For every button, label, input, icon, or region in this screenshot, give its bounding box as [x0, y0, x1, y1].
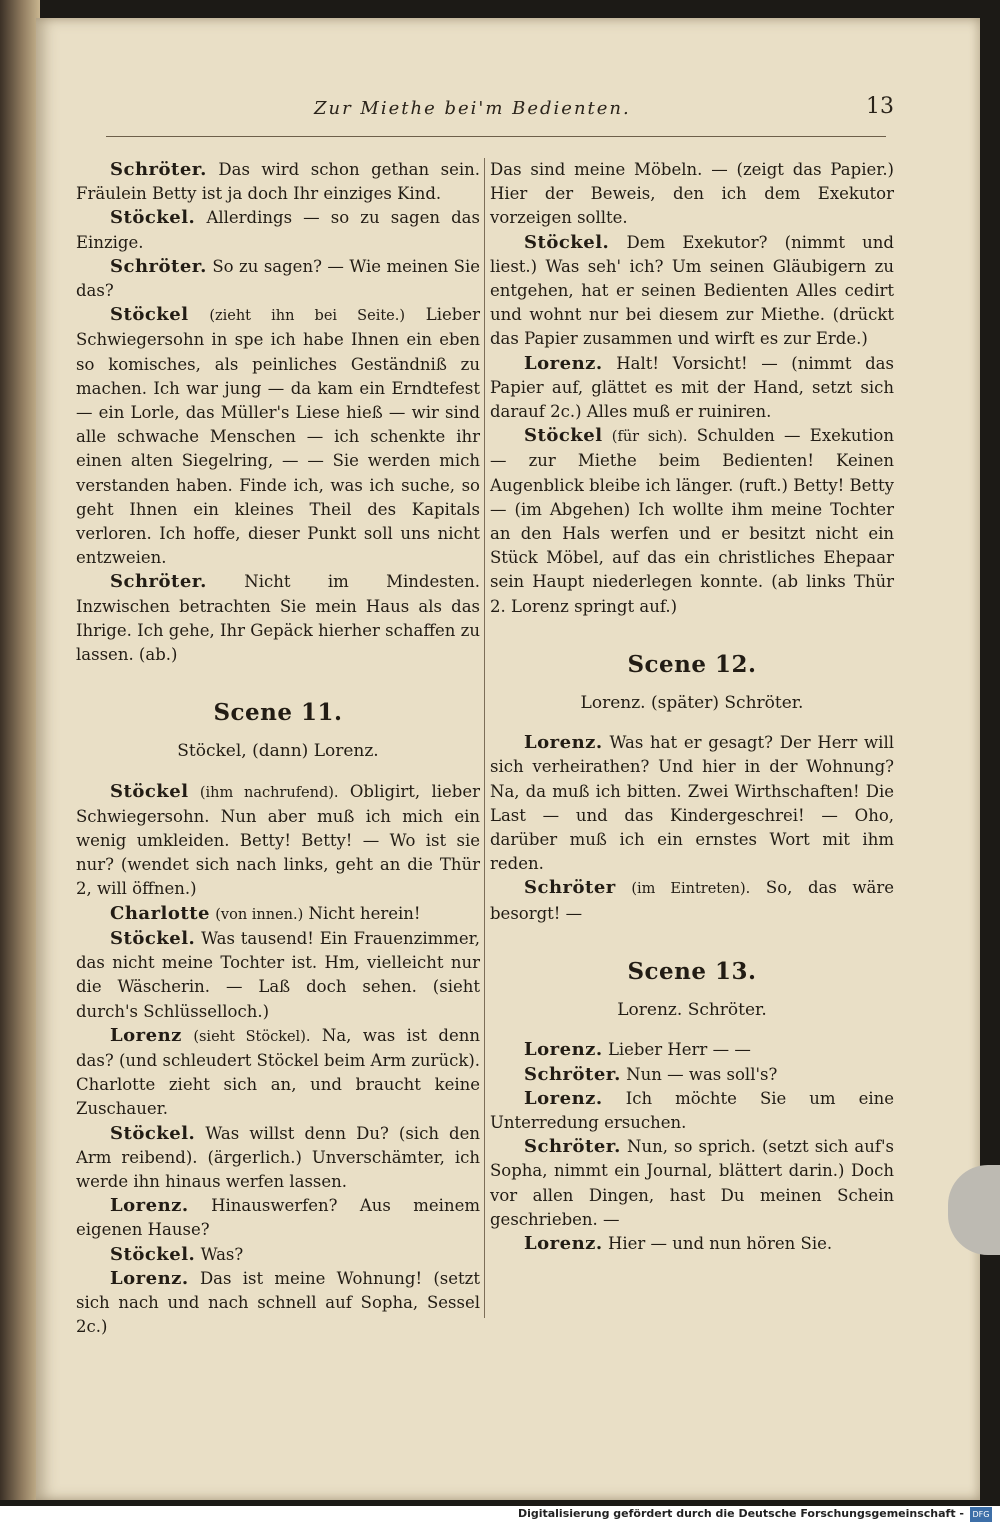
stage-direction: (für sich). — [611, 429, 688, 446]
dialogue-line — [490, 1135, 894, 1232]
line-text: Ich möchte Sie um eine Unterredung ersuchen. — [490, 1088, 894, 1132]
page-number: 13 — [866, 94, 894, 119]
dialogue-line — [76, 780, 480, 902]
scene-heading: Scene 12. — [627, 650, 757, 678]
line-text: Das ist meine Wohnung! (setzt sich nach und nach schnell auf Sopha, Sessel 2c.) — [76, 1268, 480, 1337]
stage-direction: (ihm nachrufend). — [199, 784, 339, 801]
speaker-name: Stöckel — [524, 425, 603, 447]
line-text: Das wird schon gethan sein. Fräulein Betty ist ja doch Ihr einziges Kind. — [76, 160, 480, 204]
dialogue-line — [490, 158, 894, 231]
dialogue-line — [76, 570, 480, 667]
dialogue-block — [490, 158, 894, 619]
dialogue-line — [76, 1243, 480, 1267]
dialogue-line — [76, 1267, 480, 1340]
dialogue-block — [490, 731, 894, 926]
dialogue-line — [490, 1232, 894, 1256]
speaker-name: Schröter. — [110, 571, 207, 593]
line-text: Was tausend! Ein Frauenzimmer, das nicht meine Tochter ist. Hm, vielleicht nur die Wäscherin. — Laß doch sehen. (sieht durch's Schlüsselloch.) — [76, 928, 480, 1021]
speaker-name: Lorenz. — [524, 1232, 603, 1254]
line-text: Schulden — Exekution — zur Miethe beim Bedienten! Keinen Augenblick bleibe ich länger. (ruft.) Betty! Betty — (im Abgehen) Ich wollte ihm meine Tochter an den Hals werfen und er besitzt nicht ein Stück Möbel, auf das ein christliches Ehepaar sein Haupt niederlegen konnte. (ab links Thür 2. Lorenz springt auf.) — [490, 426, 895, 616]
line-text: Nun — was soll's? — [626, 1064, 778, 1084]
line-text: Was willst denn Du? (sich den Arm reibend). (ärgerlich.) Unverschämter, ich werde ihn hinaus werfen lassen. — [76, 1123, 480, 1191]
dialogue-line — [76, 902, 480, 927]
dialogue-line — [76, 1194, 480, 1242]
speaker-name: Stöckel. — [110, 1243, 196, 1265]
dialogue-line — [490, 1063, 894, 1087]
line-text: Obligirt, lieber Schwiegersohn. Nun aber muß ich mich ein wenig umkleiden. Betty! Betty! — Wo ist sie nur? (wendet sich nach links, geht an die Thür 2, will öffnen.) — [76, 781, 480, 899]
book-spine — [0, 0, 40, 1500]
dialogue-line — [76, 206, 480, 254]
column-divider — [484, 158, 485, 1318]
line-text: Na, was ist denn das? (und schleudert Stöckel beim Arm zurück). Charlotte zieht sich an, und braucht keine Zuschauer. — [76, 1025, 481, 1119]
speaker-name: Schröter. — [110, 255, 207, 277]
line-text: Nun, so sprich. (setzt sich auf's Sopha, nimmt ein Journal, blättert darin.) Doch vor allen Dingen, hast Du meinen Schein geschrieben. — — [490, 1137, 894, 1229]
line-text: Was hat er gesagt? Der Herr will sich verheirathen? Und hier in der Wohnung? Na, da muß ich bitten. Zwei Wirthschaften! Die Last — und das Kindergeschrei! — Oho, darüber muß ich ein ernstes Wort mit ihm reden. — [490, 733, 895, 874]
speaker-name: Stöckel. — [110, 1122, 196, 1144]
line-text: Was? — [200, 1244, 244, 1264]
line-text: So zu sagen? — Wie meinen Sie das? — [76, 256, 480, 301]
dialogue-line — [76, 1122, 480, 1195]
speaker-name: Stöckel — [110, 780, 189, 802]
speaker-name: Schröter. — [524, 1063, 621, 1085]
speaker-name: Schröter. — [524, 1136, 621, 1158]
dialogue-block — [76, 780, 480, 1340]
digitization-footer — [0, 1506, 1000, 1524]
line-text: Nicht herein! — [308, 903, 421, 923]
dialogue-line — [490, 731, 894, 876]
speaker-name: Stöckel. — [110, 207, 196, 229]
speaker-name: Stöckel. — [524, 231, 610, 253]
speaker-name: Stöckel. — [110, 927, 196, 949]
dialogue-line — [490, 876, 894, 925]
dialogue-line — [76, 303, 480, 570]
speaker-name: Schröter — [524, 877, 616, 899]
footer-credit: Digitalisierung gefördert durch die Deutsche Forschungsgemeinschaft - — [517, 1507, 964, 1520]
line-text: Dem Exekutor? (nimmt und liest.) Was seh' ich? Um seinen Gläubigern zu entgehen, hat er seinen Bedienten Alles cedirt und wohnt nur bei diesem zur Miethe. (drückt das Papier zusammen und wirft es zur Erde.) — [490, 232, 894, 349]
stage-direction: (im Eintreten). — [631, 881, 751, 898]
dialogue-line — [490, 424, 894, 619]
speaker-name: Lorenz. — [524, 732, 603, 754]
line-text: Lieber Herr — — — [607, 1040, 751, 1060]
running-title: Zur Miethe bei'm Bedienten. — [314, 98, 631, 119]
line-text: Allerdings — so zu sagen das Einzige. — [76, 208, 480, 252]
line-text: Hinauswerfen? Aus meinem eigenen Hause? — [76, 1196, 481, 1240]
left-column — [76, 158, 480, 1339]
dialogue-line — [76, 1024, 480, 1122]
running-head — [36, 78, 980, 118]
dialogue-line — [76, 255, 480, 303]
dfg-logo: DFG — [970, 1507, 992, 1522]
line-text: Lieber Schwiegersohn in spe ich habe Ihnen ein eben so komisches, als peinliches Geständniß zu machen. Ich war jung — da kam ein Erndtefest — ein Lorle, das Müller's Liese hieß — wir sind alle schwache Menschen — ich schenkte ihr einen alten Siegelring, — — Sie werden mich verstanden haben. Finde ich, was ich suche, so geht Ihnen ein kleines Theil des Kapitals verloren. Ich hoffe, dieser Punkt soll uns nicht entzweien. — [76, 305, 480, 568]
stage-direction: (zieht ihn bei Seite.) — [209, 308, 406, 325]
dialogue-line — [490, 1087, 894, 1135]
header-rule — [106, 136, 886, 137]
speaker-name: Stöckel — [110, 304, 189, 326]
speaker-name: Charlotte — [110, 902, 210, 924]
speaker-name: Lorenz. — [524, 1039, 603, 1061]
speaker-name: Lorenz. — [110, 1267, 189, 1289]
line-text: Nicht im Mindesten. Inzwischen betrachten Sie mein Haus als das Ihrige. Ich gehe, Ihr Gepäck hierher schaffen zu lassen. (ab.) — [76, 572, 481, 665]
scene-cast: Lorenz. Schröter. — [617, 1000, 767, 1021]
stage-direction: (sieht Stöckel). — [193, 1028, 311, 1045]
scene-cast: Stöckel, (dann) Lorenz. — [177, 741, 379, 762]
line-text: Das sind meine Möbeln. — (zeigt das Papier.) Hier der Beweis, den ich dem Exekutor vorzeigen sollte. — [490, 160, 894, 228]
dialogue-line — [76, 158, 480, 206]
scene-heading: Scene 13. — [627, 957, 757, 985]
line-text: Halt! Vorsicht! — (nimmt das Papier auf, glättet es mit der Hand, setzt sich darauf 2c.) Alles muß er ruiniren. — [490, 353, 894, 422]
dialogue-line — [490, 231, 894, 352]
speaker-name: Lorenz. — [524, 352, 603, 374]
right-column — [490, 158, 894, 1256]
dialogue-line — [490, 1038, 894, 1062]
line-text: Hier — und nun hören Sie. — [607, 1233, 833, 1253]
speaker-name: Lorenz. — [524, 1087, 603, 1109]
line-text: So, das wäre besorgt! — — [490, 878, 895, 923]
speaker-name: Lorenz. — [110, 1195, 189, 1217]
dialogue-block — [76, 158, 480, 667]
scene-cast: Lorenz. (später) Schröter. — [580, 693, 804, 714]
dialogue-block — [490, 1038, 894, 1256]
speaker-name: Lorenz — [110, 1024, 182, 1046]
dialogue-line — [490, 352, 894, 425]
scene-heading: Scene 11. — [213, 699, 343, 727]
dialogue-line — [76, 927, 480, 1024]
stage-direction: (von innen.) — [215, 906, 304, 923]
speaker-name: Schröter. — [110, 159, 207, 180]
